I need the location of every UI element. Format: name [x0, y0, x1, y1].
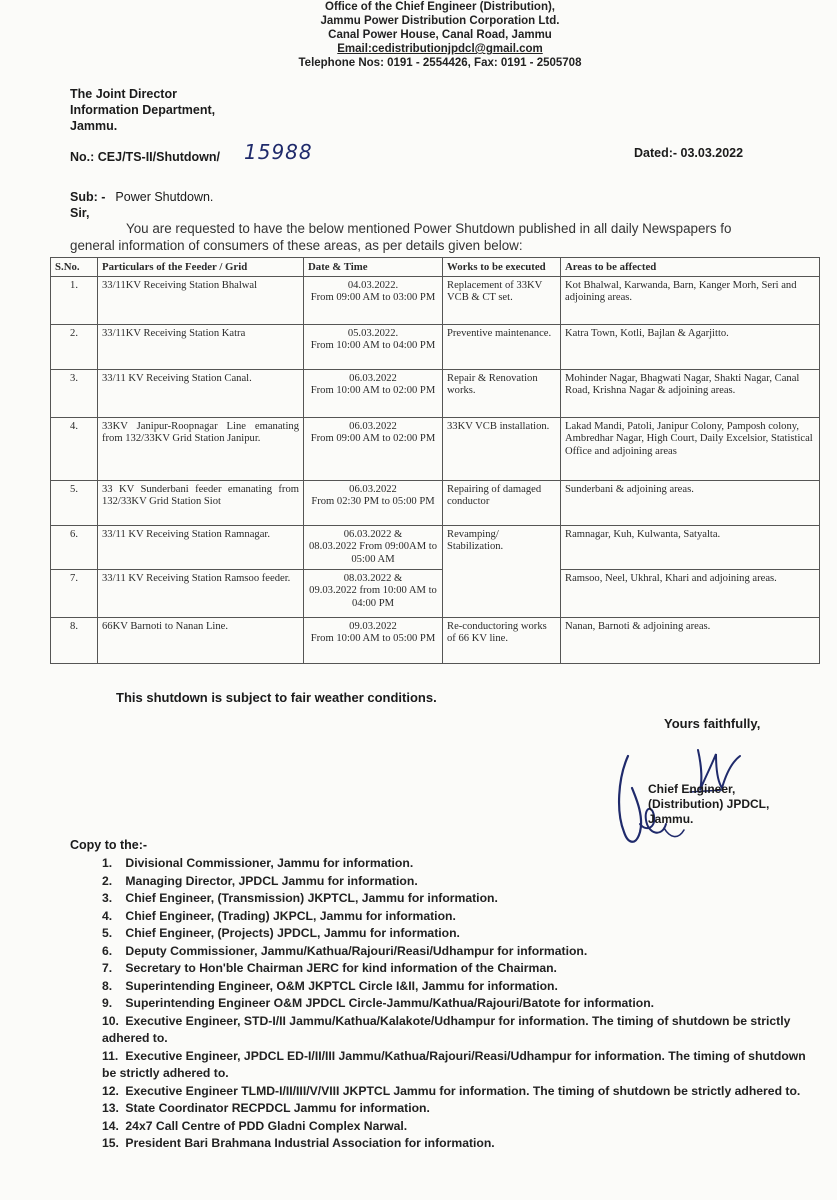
cell-areas: Katra Town, Kotli, Bajlan & Agarjitto.	[561, 324, 820, 369]
addressee-line-1: The Joint Director	[70, 87, 177, 101]
list-item-text: State Coordinator RECPDCL Jammu for information.	[125, 1101, 430, 1115]
cell-areas: Kot Bhalwal, Karwanda, Barn, Kanger Morh, Seri and adjoining areas.	[561, 276, 820, 324]
list-item-text: Superintending Engineer O&M JPDCL Circle-Jammu/Kathua/Rajouri/Batote for information.	[125, 996, 655, 1010]
cell-time: From 09:00 AM to 02:00 PM	[310, 433, 436, 445]
cell-particulars: 66KV Barnoti to Nanan Line.	[98, 617, 304, 663]
list-item-number: 14.	[102, 1118, 119, 1133]
signature-block	[648, 782, 769, 827]
copy-to-list	[102, 855, 807, 1153]
letterhead-email[interactable]: Email:cedistributionjpdcl@gmail.com	[337, 43, 543, 55]
cell-time: From 02:30 PM to 05:00 PM	[311, 496, 435, 508]
cell-particulars: 33/11KV Receiving Station Katra	[98, 324, 304, 369]
list-item-number: 6.	[102, 943, 113, 958]
cell-datetime	[304, 480, 443, 525]
header-particulars: Particulars of the Feeder / Grid	[98, 258, 304, 277]
list-item	[102, 908, 807, 926]
cell-areas: Ramsoo, Neel, Ukhral, Khari and adjoining areas.	[561, 569, 820, 617]
intro-paragraph	[70, 220, 822, 254]
list-item-number: 9.	[102, 996, 113, 1010]
cell-date: 08.03.2022 &	[343, 572, 403, 584]
cell-date: 04.03.2022.	[347, 279, 399, 291]
list-item-number: 8.	[102, 978, 113, 993]
shutdown-table	[50, 257, 820, 664]
signatory-designation: Chief Engineer,	[648, 782, 736, 796]
subject-line	[70, 190, 213, 204]
cell-date: 06.03.2022	[349, 420, 397, 432]
list-item-number: 13.	[102, 1101, 119, 1115]
list-item	[102, 1083, 807, 1101]
cell-areas: Lakad Mandi, Patoli, Janipur Colony, Pamposh colony, Ambredhar Nagar, High Court, Daily Excelsior, Statistical Office and adjoining areas	[561, 417, 820, 480]
cell-works: Repair & Renovation works.	[443, 369, 561, 417]
list-item-text: Superintending Engineer, O&M JKPTCL Circle I&II, Jammu for information.	[125, 978, 558, 993]
cell-date: 09.03.2022	[349, 620, 397, 632]
list-item	[102, 943, 807, 961]
cell-date: 06.03.2022	[349, 483, 397, 495]
cell-areas: Sunderbani & adjoining areas.	[561, 480, 820, 525]
letterhead-corp: Jammu Power Distribution Corporation Ltd.	[320, 15, 560, 27]
list-item	[102, 1100, 807, 1118]
list-item-text: President Bari Brahmana Industrial Association for information.	[125, 1136, 495, 1150]
table-row	[51, 569, 820, 617]
copy-to-title: Copy to the:-	[70, 838, 148, 852]
cell-works: Re-conductoring works of 66 KV line.	[443, 617, 561, 663]
reference-number-handwritten: 15988	[244, 140, 313, 164]
list-item	[102, 1048, 807, 1083]
cell-sno: 2.	[51, 324, 98, 369]
list-item-text: Deputy Commissioner, Jammu/Kathua/Rajouri/Reasi/Udhampur for information.	[125, 943, 588, 958]
list-item	[102, 873, 807, 891]
header-datetime: Date & Time	[304, 258, 443, 277]
list-item-text: Executive Engineer, STD-I/II Jammu/Kathua/Kalakote/Udhampur for information. The timing of shutdown be strictly adhered to.	[102, 1013, 791, 1045]
cell-works: Replacement of 33KV VCB & CT set.	[443, 276, 561, 324]
subject-text: Power Shutdown.	[115, 190, 214, 204]
cell-works: Revamping/ Stabilization.	[443, 525, 561, 617]
list-item-number: 15.	[102, 1136, 119, 1150]
cell-datetime	[304, 369, 443, 417]
intro-line-2: general information of consumers of these areas, as per details given below:	[70, 238, 523, 253]
cell-time: From 09:00 AM to 03:00 PM	[310, 292, 436, 304]
list-item	[102, 978, 807, 996]
intro-line-1: You are requested to have the below mentioned Power Shutdown published in all daily Newspapers fo	[126, 221, 732, 236]
signatory-department: (Distribution) JPDCL,	[648, 797, 770, 811]
table-header-row	[51, 258, 820, 277]
cell-sno: 6.	[51, 525, 98, 569]
list-item-number: 2.	[102, 873, 113, 888]
list-item-text: Chief Engineer, (Transmission) JKPTCL, Jammu for information.	[125, 891, 498, 905]
closing-yours-faithfully: Yours faithfully,	[664, 716, 761, 731]
cell-datetime	[304, 276, 443, 324]
list-item	[102, 925, 807, 943]
table-row	[51, 417, 820, 480]
header-works: Works to be executed	[443, 258, 561, 277]
list-item	[102, 1118, 807, 1136]
list-item	[102, 1135, 807, 1153]
list-item	[102, 855, 807, 873]
list-item-number: 10.	[102, 1013, 119, 1028]
list-item-number: 3.	[102, 891, 113, 905]
table-row	[51, 369, 820, 417]
list-item-text: Chief Engineer, (Trading) JKPCL, Jammu for information.	[125, 908, 456, 923]
cell-works: 33KV VCB installation.	[443, 417, 561, 480]
list-item-number: 12.	[102, 1083, 119, 1098]
cell-date: 06.03.2022 &	[343, 528, 403, 540]
cell-particulars: 33/11 KV Receiving Station Ramnagar.	[98, 525, 304, 569]
table-row	[51, 525, 820, 569]
dated: Dated:- 03.03.2022	[634, 146, 744, 160]
list-item	[102, 995, 807, 1013]
cell-areas: Ramnagar, Kuh, Kulwanta, Satyalta.	[561, 525, 820, 569]
list-item-text: Secretary to Hon'ble Chairman JERC for kind information of the Chairman.	[125, 961, 557, 975]
list-item-number: 11.	[102, 1048, 119, 1063]
cell-sno: 8.	[51, 617, 98, 663]
cell-time: From 10:00 AM to 04:00 PM	[310, 340, 436, 352]
cell-time: From 10:00 AM to 02:00 PM	[310, 385, 436, 397]
table-row	[51, 480, 820, 525]
reference-label: No.: CEJ/TS-II/Shutdown/	[70, 150, 220, 164]
list-item-text: Chief Engineer, (Projects) JPDCL, Jammu for information.	[125, 926, 460, 940]
addressee-line-3: Jammu.	[70, 119, 118, 133]
cell-sno: 3.	[51, 369, 98, 417]
header-sno: S.No.	[51, 258, 98, 277]
list-item-text: Divisional Commissioner, Jammu for information.	[125, 856, 414, 870]
cell-datetime	[304, 324, 443, 369]
letterhead-office: Office of the Chief Engineer (Distribution),	[325, 1, 555, 13]
cell-sno: 1.	[51, 276, 98, 324]
list-item-number: 1.	[102, 856, 113, 870]
cell-datetime	[304, 525, 443, 569]
cell-date: 05.03.2022.	[347, 327, 399, 339]
list-item-text: Executive Engineer, JPDCL ED-I/II/III Jammu/Kathua/Rajouri/Reasi/Udhampur for information. The timing of shutdown be strictly adhered to.	[102, 1048, 806, 1080]
cell-areas: Mohinder Nagar, Bhagwati Nagar, Shakti Nagar, Canal Road, Krishna Nagar & adjoining areas.	[561, 369, 820, 417]
table-row	[51, 324, 820, 369]
list-item-number: 7.	[102, 961, 113, 975]
subject-label: Sub: -	[70, 190, 106, 204]
cell-date: 06.03.2022	[349, 372, 397, 384]
signatory-place: Jammu.	[648, 812, 694, 826]
cell-sno: 7.	[51, 569, 98, 617]
table-row	[51, 276, 820, 324]
cell-sno: 4.	[51, 417, 98, 480]
list-item	[102, 960, 807, 978]
cell-particulars: 33/11KV Receiving Station Bhalwal	[98, 276, 304, 324]
list-item	[102, 1013, 807, 1048]
list-item-number: 4.	[102, 908, 113, 923]
weather-note: This shutdown is subject to fair weather conditions.	[116, 690, 437, 705]
cell-particulars: 33/11 KV Receiving Station Ramsoo feeder.	[98, 569, 304, 617]
letterhead-telephone: Telephone Nos: 0191 - 2554426, Fax: 0191 - 2505708	[298, 57, 582, 69]
list-item	[102, 890, 807, 908]
table-row	[51, 617, 820, 663]
cell-datetime	[304, 569, 443, 617]
cell-areas: Nanan, Barnoti & adjoining areas.	[561, 617, 820, 663]
cell-time: From 10:00 AM to 05:00 PM	[310, 633, 436, 645]
cell-particulars: 33/11 KV Receiving Station Canal.	[98, 369, 304, 417]
cell-works: Repairing of damaged conductor	[443, 480, 561, 525]
list-item-text: Executive Engineer TLMD-I/II/III/V/VIII JKPTCL Jammu for information. The timing of shutdown be strictly adhered to.	[125, 1083, 801, 1098]
list-item-text: 24x7 Call Centre of PDD Gladni Complex Narwal.	[125, 1118, 408, 1133]
addressee-line-2: Information Department,	[70, 103, 216, 117]
list-item-number: 5.	[102, 926, 113, 940]
cell-time: 09.03.2022 from 10:00 AM to 04:00 PM	[309, 585, 437, 609]
cell-particulars: 33KV Janipur-Roopnagar Line emanating from 132/33KV Grid Station Janipur.	[98, 417, 304, 480]
cell-datetime	[304, 417, 443, 480]
list-item-text: Managing Director, JPDCL Jammu for information.	[125, 873, 418, 888]
cell-sno: 5.	[51, 480, 98, 525]
cell-particulars: 33 KV Sunderbani feeder emanating from 132/33KV Grid Station Siot	[98, 480, 304, 525]
letterhead	[270, 0, 610, 70]
cell-datetime	[304, 617, 443, 663]
cell-time: 08.03.2022 From 09:00AM to 05:00 AM	[308, 541, 437, 565]
addressee-block	[70, 86, 215, 134]
letterhead-address: Canal Power House, Canal Road, Jammu	[328, 29, 552, 41]
header-areas: Areas to be affected	[561, 258, 820, 277]
salutation: Sir,	[70, 206, 90, 220]
cell-works: Preventive maintenance.	[443, 324, 561, 369]
